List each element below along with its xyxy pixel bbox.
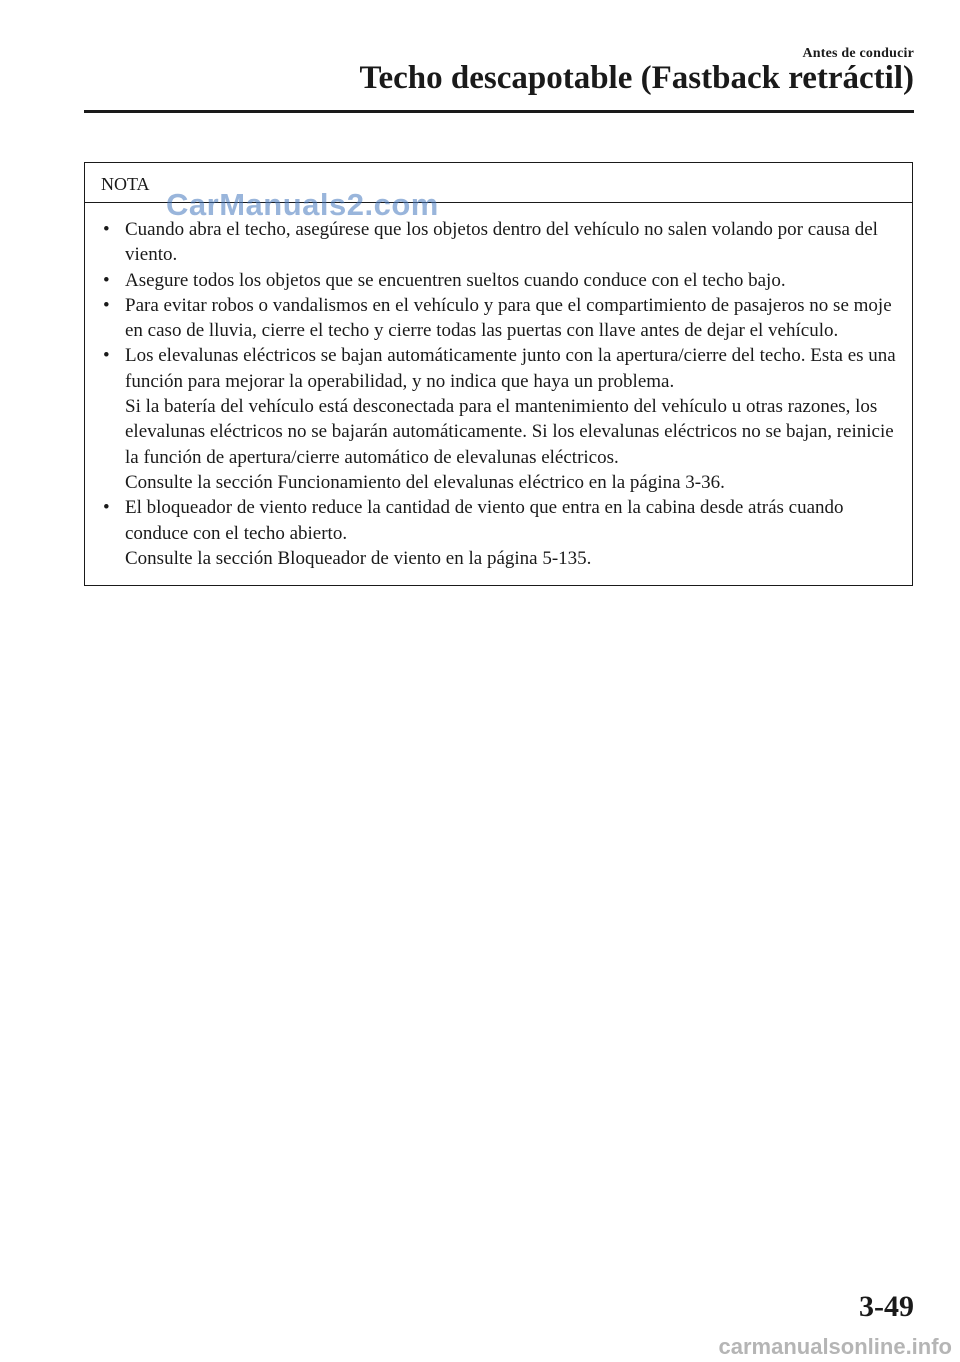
note-paragraph: Si la batería del vehículo está desconectada para el mantenimiento del vehículo u otras razones, los elevalunas eléctricos no se bajarán automáticamente. Si los elevalunas eléctricos no se bajan, reinicie la función de apertura/cierre automático de elevalunas eléctricos. bbox=[125, 396, 894, 468]
note-reference: Consulte la sección Funcionamiento del elevalunas eléctrico en la página 3-36. bbox=[125, 471, 725, 493]
note-paragraph: Para evitar robos o vandalismos en el vehículo y para que el compartimiento de pasajeros no se moje en caso de lluvia, cierre el techo y cierre todas las puertas con llave antes de dejar el vehículo. bbox=[125, 294, 892, 342]
footer-watermark: carmanualsonline.info bbox=[718, 1334, 952, 1359]
header-rule bbox=[84, 110, 914, 113]
bullet-icon: • bbox=[103, 269, 110, 291]
note-item bbox=[103, 268, 902, 293]
bullet-icon: • bbox=[103, 345, 110, 367]
section-title: Antes de conducir bbox=[802, 46, 914, 61]
bullet-icon: • bbox=[103, 219, 110, 240]
page-number: 3-49 bbox=[859, 1290, 914, 1323]
bullet-icon: • bbox=[103, 294, 110, 316]
note-paragraph: Asegure todos los objetos que se encuentren sueltos cuando conduce con el techo bajo. bbox=[125, 269, 786, 291]
note-paragraph: El bloqueador de viento reduce la cantidad de viento que entra en la cabina desde atrás cuando conduce con el techo abierto. bbox=[125, 497, 844, 544]
note-label: NOTA bbox=[101, 174, 150, 194]
note-reference: Consulte la sección Bloqueador de viento en la página 5-135. bbox=[125, 547, 592, 569]
note-body bbox=[85, 203, 912, 585]
note-paragraph: Los elevalunas eléctricos se bajan automáticamente junto con la apertura/cierre del techo. Esta es una función para mejorar la operabilidad, y no indica que haya un problema. bbox=[125, 345, 896, 392]
note-item bbox=[103, 217, 902, 268]
watermark-text: CarManuals2.com bbox=[166, 187, 439, 222]
bullet-icon: • bbox=[103, 497, 110, 519]
note-item bbox=[103, 343, 902, 495]
page-title: Techo descapotable (Fastback retráctil) bbox=[359, 60, 914, 96]
note-paragraph: Cuando abra el techo, asegúrese que los objetos dentro del vehículo no salen volando por causa del viento. bbox=[125, 219, 878, 266]
note-box bbox=[84, 162, 913, 586]
note-item bbox=[103, 495, 902, 571]
note-item bbox=[103, 293, 902, 344]
